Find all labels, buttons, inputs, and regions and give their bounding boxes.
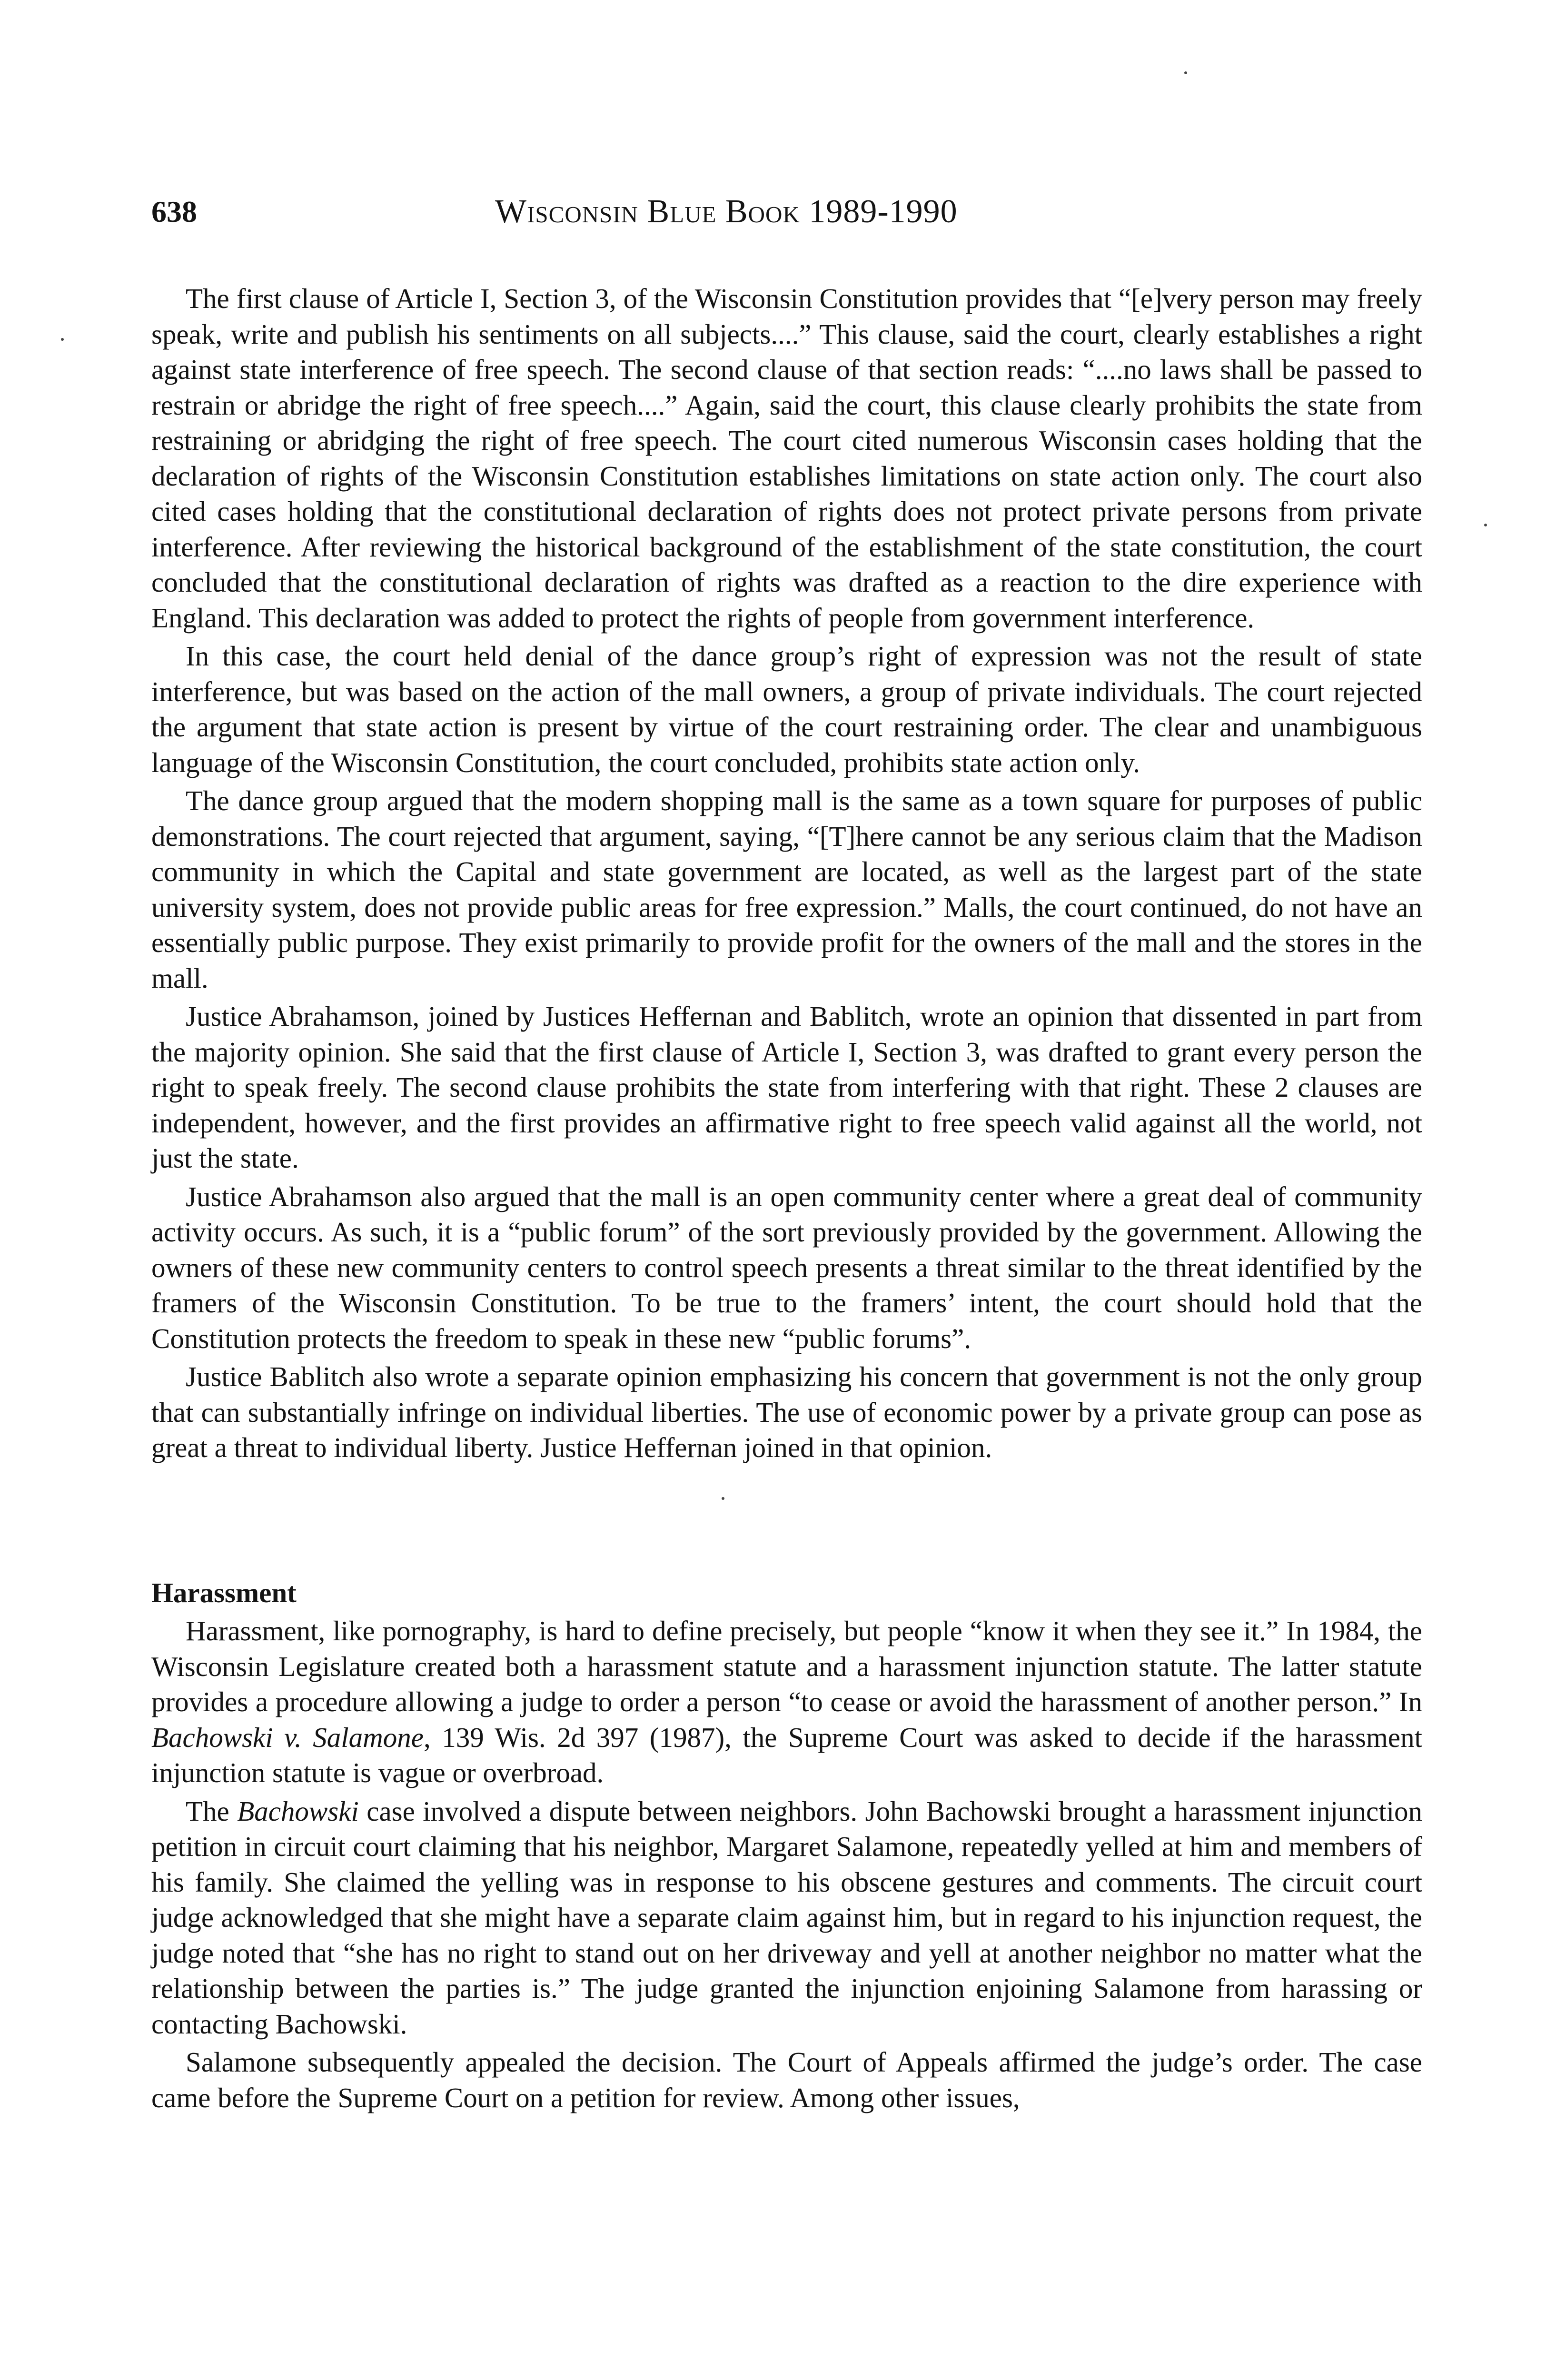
page-number: 638 bbox=[151, 195, 197, 228]
text-run: Harassment, like pornography, is hard to define precisely, but people “know it when they see it.” In 1984, the Wisconsin Legislature created both a harassment statute and a harassment injunction statute. The latter statute provides a procedure allowing a judge to order a person “to cease or avoid the harassment of another person.” In bbox=[151, 1615, 1422, 1717]
scan-speck bbox=[1184, 71, 1187, 74]
paragraph: Justice Abrahamson also argued that the mall is an open community center where a great deal of community activity occurs. As such, it is a “public forum” of the sort previously provided by the government. Allowing the owners of these new community centers to control speech presents a threat similar to the threat identified by the framers of the Wisconsin Constitution. To be true to the framers’ intent, the court should hold that the Constitution protects the freedom to speak in these new “public forums”. bbox=[151, 1180, 1422, 1354]
running-head: Wisconsin Blue Book 1989-1990 bbox=[495, 193, 958, 230]
body-text bbox=[151, 281, 1422, 2118]
scan-speck bbox=[722, 1497, 724, 1500]
text-run: The bbox=[186, 1795, 238, 1827]
page-header bbox=[151, 188, 1422, 245]
section-heading-harassment: Harassment bbox=[151, 1577, 297, 1608]
text-run: case involved a dispute between neighbors. John Bachowski brought a harassment injunction petition in circuit court claiming that his neighbor, Margaret Salamone, repeatedly yelled at him and members of his family. She claimed the yelling was in response to his obscene gestures and comments. The circuit court judge acknowledged that she might have a separate claim against him, but in regard to his injunction request, the judge noted that “she has no right to stand out on her driveway and yell at another neighbor no matter what the relationship between the parties is.” The judge granted the injunction enjoining Salamone from harassing or contacting Bachowski. bbox=[151, 1795, 1422, 2040]
paragraph: The dance group argued that the modern shopping mall is the same as a town square for purposes of public demonstrations. The court rejected that argument, saying, “[T]here cannot be any serious claim that the Madison community in which the Capital and state government are located, as well as the largest part of the state university system, does not provide public areas for free expression.” Malls, the court continued, do not have an essentially public purpose. They exist primarily to provide profit for the owners of the mall and the stores in the mall. bbox=[151, 785, 1422, 994]
case-name: Bachowski bbox=[237, 1795, 359, 1827]
scan-speck bbox=[61, 338, 64, 341]
paragraph: Salamone subsequently appealed the decision. The Court of Appeals affirmed the judge’s order. The case came before the Supreme Court on a petition for review. Among other issues, bbox=[151, 2046, 1422, 2113]
paragraph: The first clause of Article I, Section 3, of the Wisconsin Constitution provides that “[e]very person may freely speak, write and publish his sentiments on all subjects....” This clause, said the court, clearly establishes a right against state interference of free speech. The second clause of that section reads: “....no laws shall be passed to restrain or abridge the right of free speech....” Again, said the court, this clause clearly prohibits the state from restraining or abridging the right of free speech. The court cited numerous Wisconsin cases holding that the declaration of rights of the Wisconsin Constitution establishes limitations on state action only. The court also cited cases holding that the constitutional declaration of rights does not protect private persons from private interference. After reviewing the historical background of the establishment of the state constitution, the court concluded that the constitutional declaration of rights was drafted as a reaction to the dire experience with England. This declaration was added to protect the rights of people from government interference. bbox=[151, 283, 1422, 634]
text-run: , 139 Wis. 2d 397 (1987), the Supreme Court was asked to decide if the harassment injunction statute is vague or overbroad. bbox=[151, 1721, 1422, 1788]
paragraph bbox=[151, 1794, 1422, 2042]
case-name: Bachowski v. Salamone bbox=[151, 1721, 424, 1753]
paragraph: In this case, the court held denial of the dance group’s right of expression was not the result of state interference, but was based on the action of the mall owners, a group of private individuals. The court rejected the argument that state action is present by virtue of the court restraining order. The clear and unambiguous language of the Wisconsin Constitution, the court concluded, prohibits state action only. bbox=[151, 640, 1422, 778]
paragraph: Justice Abrahamson, joined by Justices Heffernan and Bablitch, wrote an opinion that dissented in part from the majority opinion. She said that the first clause of Article I, Section 3, was drafted to grant every person the right to speak freely. The second clause prohibits the state from interfering with that right. These 2 clauses are independent, however, and the first provides an affirmative right to free speech valid against all the world, not just the state. bbox=[151, 1001, 1422, 1174]
paragraph: Justice Bablitch also wrote a separate opinion emphasizing his concern that government is not the only group that can substantially infringe on individual liberties. The use of economic power by a private group can pose as great a threat to individual liberty. Justice Heffernan joined in that opinion. bbox=[151, 1361, 1422, 1463]
scan-speck bbox=[1484, 524, 1487, 526]
paragraph bbox=[151, 1613, 1422, 1791]
